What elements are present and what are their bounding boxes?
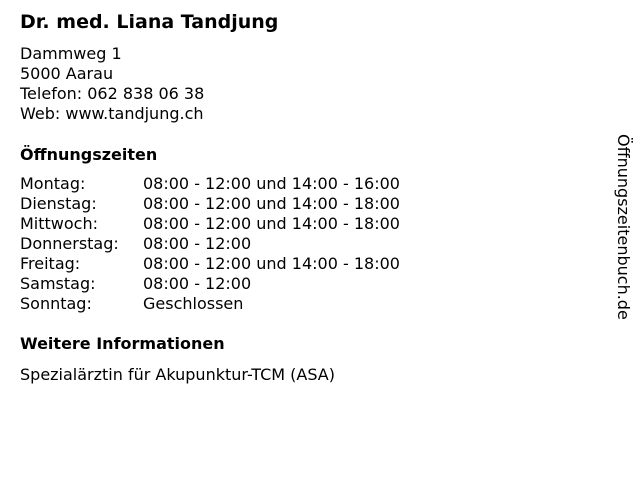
address-block bbox=[20, 44, 204, 124]
more-info-heading: Weitere Informationen bbox=[20, 334, 225, 353]
hours-day: Samstag: bbox=[20, 274, 96, 293]
hours-row bbox=[20, 174, 400, 194]
more-info-text: Spezialärztin für Akupunktur-TCM (ASA) bbox=[20, 365, 335, 384]
opening-hours-table bbox=[20, 174, 400, 314]
hours-day: Sonntag: bbox=[20, 294, 92, 313]
hours-row bbox=[20, 274, 400, 294]
hours-row bbox=[20, 254, 400, 274]
hours-day: Mittwoch: bbox=[20, 214, 98, 233]
hours-day: Freitag: bbox=[20, 254, 81, 273]
hours-row bbox=[20, 194, 400, 214]
hours-time: 08:00 - 12:00 und 14:00 - 18:00 bbox=[143, 214, 400, 233]
address-phone: Telefon: 062 838 06 38 bbox=[20, 84, 205, 103]
hours-time: 08:00 - 12:00 und 14:00 - 16:00 bbox=[143, 174, 400, 193]
side-brand-label: Öffnungszeitenbuch.de bbox=[614, 134, 633, 320]
hours-row bbox=[20, 234, 400, 254]
hours-row bbox=[20, 294, 400, 314]
address-web: Web: www.tandjung.ch bbox=[20, 104, 204, 123]
hours-time: 08:00 - 12:00 und 14:00 - 18:00 bbox=[143, 254, 400, 273]
address-city: 5000 Aarau bbox=[20, 64, 114, 83]
hours-day: Montag: bbox=[20, 174, 86, 193]
doctor-title: Dr. med. Liana Tandjung bbox=[20, 11, 279, 33]
hours-time: 08:00 - 12:00 bbox=[143, 274, 252, 293]
hours-day: Dienstag: bbox=[20, 194, 97, 213]
address-street: Dammweg 1 bbox=[20, 44, 122, 63]
hours-time: 08:00 - 12:00 und 14:00 - 18:00 bbox=[143, 194, 400, 213]
hours-time: 08:00 - 12:00 bbox=[143, 234, 252, 253]
hours-time: Geschlossen bbox=[143, 294, 244, 313]
hours-row bbox=[20, 214, 400, 234]
hours-day: Donnerstag: bbox=[20, 234, 119, 253]
opening-hours-heading: Öffnungszeiten bbox=[20, 145, 158, 164]
